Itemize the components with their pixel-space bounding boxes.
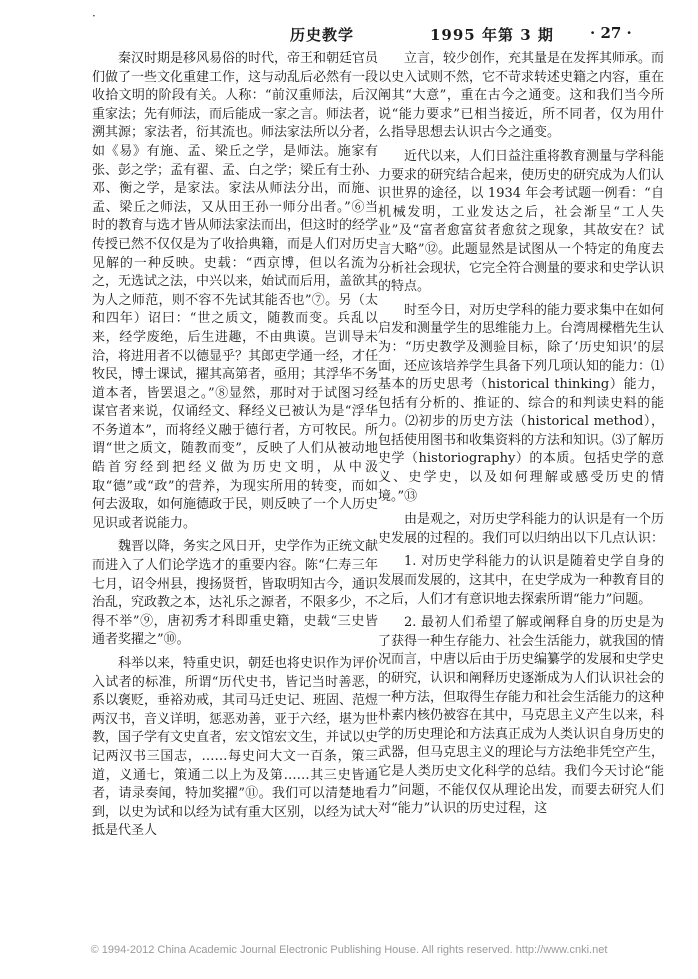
paragraph: 秦汉时期是移风易俗的时代，帝王和朝廷官员们做了一些文化重建工作，这与动乱后必然有一段收拾文明的阶段有关。人称：“前汉重师法，后汉重家法；先有师法，而后能成一家之言。师法者，溯其源；家法者，衍其流也。师法家法所以分者，如《易》有施、孟、梁丘之学，是师法。施家有张、彭之学；孟有翟、孟、白之学；梁丘有士孙、邓、衡之学，是家法。家法从师法分出，而施、孟、梁丘之师法，又从田王孙一师分出者。”⑥当时的教育与选才皆从师法家法而出，但这时的经学传授已然不仅仅是为了收拾典籍，而是人们对历史见解的一种反映。史载：“西京博，但以名流为之，无选试之法，中兴以来，始试而后用，盖欲其为人之师范，则不容不先试其能否也”⑦。另（太和四年）诏曰：“世之质文，随教而变。兵乱以来，经学废绝，后生进趣，不由典谟。岂训导未洽，将进用者不以德显乎？其郎吏学通一经，才任牧民，博士课试，擢其高第者，亟用；其浮华不务道本者，皆罢退之。”⑧显然，那时对于试图习经谋官者来说，仅诵经文、释经义已被认为是“浮华不务道本”，而将经义融于德行者，方可牧民。所谓“世之质文，随教而变”，反映了人们从被动地皓首穷经到把经义做为历史文明，从中汲取“德”或“政”的营养，为现实所用的转变，而如何去汲取，如何施德政于民，则反映了一个人历史见识或者说能力。 [92, 51, 378, 531]
paragraph: 立言，较少创作，充其量是在发挥其师承。而以史入试则不然，它不苛求转述史籍之内容，重在阐其“大意”，重在古今之通变。这和我们当今所说“能力要求”已相当接近，所不同者，仅为用什么指导思想去认识古今之通变。 [378, 51, 664, 141]
running-header [60, 24, 660, 44]
journal-title: 历史教学 [290, 26, 355, 44]
corner-marker: · [92, 9, 96, 23]
paragraph: 近代以来，人们日益注重将教育测量与学科能力要求的研究结合起来，使历史的研究成为人们认识世界的途径，以 1934 年会考试题一例看：“自机械发明，工业发达之后，社会渐呈“工人失业”及“富者愈富贫者愈贫之现象，其故安在？试言大略”⑫。此题显然是试图从一个特定的角度去分析社会现状，它完全符合测量的要求和史学认识的特点。 [378, 148, 664, 295]
copyright-footer: © 1994-2012 China Academic Journal Electronic Publishing House. All rights reserved. http://www.cnki.net [90, 944, 608, 956]
paragraph: 魏晋以降，务实之风日开，史学作为正统文献而进入了人们论学选才的重要内容。陈“仁寿三年七月，诏令州县，搜扬贤哲，皆取明知古今，通识治乱，究政教之本，达礼乐之源者，不限多少，不得不举”⑨，唐初秀才科即重史籍，史载“三史皆通者奖擢之”⑩。 [92, 539, 378, 648]
issue-label: 1995 年第 3 期 [430, 26, 554, 44]
paragraph: 2. 最初人们希望了解或阐释自身的历史是为了获得一种生存能力、社会生活能力，就我国的情况而言，中唐以后由于历史编纂学的发展和史学史的研究，认识和阐释历史逐渐成为人们认识社会的一种方法，但取得生存能力和社会生活能力的这种朴素内核仍被容在其中，马克思主义产生以来，科学的历史理论和方法真正成为人类认识自身历史的武器，但马克思主义的理论与方法绝非凭空产生，它是人类历史文化科学的总结。我们今天讨论“能力”问题，不能仅仅从理论出发，而要去研究人们对“能力”认识的历史过程，这 [378, 615, 664, 817]
paragraph: 由是观之，对历史学科能力的认识是有一个历史发展的过程的。我们可以归纳出以下几点认识： [378, 512, 664, 546]
paragraph: 时至今日，对历史学科的能力要求集中在如何启发和测量学生的思维能力上。台湾周樑楷先生认为：“历史教学及测验目标，除了‘历史知识’的层面，还应该培养学生具备下列几项认知的能力：⑴基本的历史思考（historical thinking）能力，包括有分析的、推证的、综合的和判读史料的能力。⑵初步的历史方法（historical method），包括使用图书和收集资料的方法和知识。⑶了解历史学（historiography）的本质。包括史学的意义、史学史，以及如何理解或感受历史的情境。”⑬ [378, 302, 664, 504]
page-number: · 27 · [590, 24, 632, 42]
right-column [378, 50, 664, 910]
paragraph: 科举以来，特重史识，朝廷也将史识作为评价入试者的标准，所谓“历代史书，皆记当时善恶，系以褒贬，垂裕劝戒，其司马迁史记、班固、范煜两汉书，音义详明，惩恶劝善，亚于六经，堪为世教，国子学有文史直者，宏文馆宏文生，并试以史记两汉书三国志，……每史问大文一百条，策三道，义通七，策通二以上为及第……其三史皆通者，请录奏闻，特加奖擢”⑪。我们可以清楚地看到，以史为试和以经为试有重大区别，以经为试大抵是代圣人 [92, 656, 378, 839]
paragraph: 1. 对历史学科能力的认识是随着史学自身的发展而发展的，这其中，在史学成为一种教育目的之后，人们才有意识地去探索所谓“能力”问题。 [378, 554, 664, 607]
left-column [92, 50, 378, 910]
